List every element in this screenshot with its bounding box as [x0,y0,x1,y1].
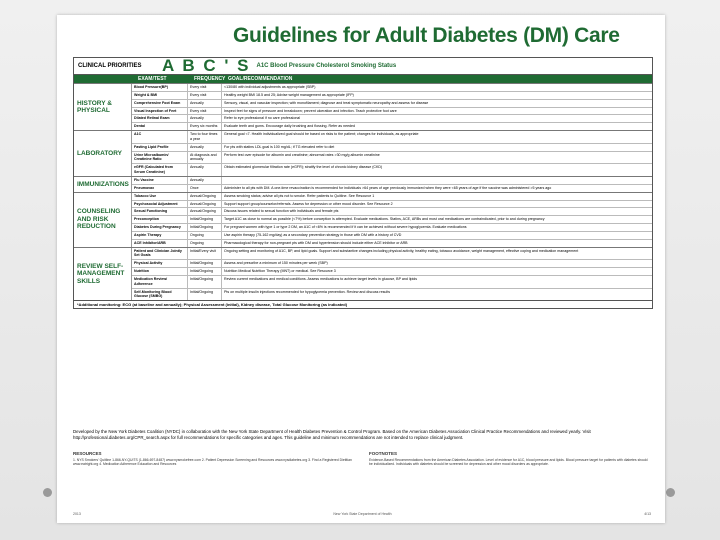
table-row [132,131,652,143]
table-row [132,184,652,192]
table-body [74,83,652,300]
abc-subtitle: A1C Blood Pressure Cholesterol Smoking Status [256,63,397,69]
header-frequency: FREQUENCY [194,76,226,82]
group-name: REVIEW SELF-MANAGEMENT SKILLS [74,248,132,301]
cell-goal: Healthy weight BMI 18.5 and 25; Advise weight management as appropriate (IFP) [224,92,354,97]
cell-freq: Ongoing [188,232,222,239]
cell-exam: Dilated Retinal Exam [132,115,188,122]
cell-freq: Annually [188,164,222,176]
cell-goal: Refer to eye professional if no care professional [224,116,301,121]
cell-goal: Pts on multiple insulin injections recommended for hypoglycemia prevention. Review and discuss results [224,289,390,294]
cell-goal: Support support group/counselor/referrals. Assess for depression or other mood disorder. See Resource 2 [224,201,393,206]
header-exam: EXAM/TEST [138,76,167,82]
footnotes-text: Evidence-Based Recommendations from the American Diabetes Association. Level of evidence for A1C, blood pressure and lipids. Blood pressure target for patients with diabetes should be individualized. Individuals with diabetes should be screened for depression and other mood disorders as appropriate. [369,457,648,466]
cell-freq: Annual/Ongoing [188,208,222,215]
table-row [132,84,652,91]
table-row [132,107,652,115]
cell-exam: Sexual Functioning [132,208,188,215]
cell-goal: <130/80 with individual adjustments as appropriate (SBP) [224,85,316,89]
group-name: IMMUNIZATIONS [74,177,132,192]
cell-exam: Dental [132,123,188,130]
cell-goal [222,177,652,184]
cell-exam: Comprehensive Foot Exam [132,100,188,107]
table-row [132,200,652,208]
table-row [132,223,652,231]
cell-freq: Every six months [188,123,222,130]
footer-center: New York State Department of Health [333,512,392,516]
table-header [74,75,652,83]
cell-freq: Initial/Ongoing [188,276,222,288]
cell-freq: At diagnosis and annually [188,152,222,164]
cell-goal: Administer to all pts with DM. A one-time revaccination is recommended for individuals >64 years of age previously immunized when they were <65 years of age if the vaccine was administered >5 years ago [224,185,552,190]
resources-section [73,451,651,466]
cell-freq: Every visit [188,92,222,99]
table-row [132,91,652,99]
cell-goal: Evaluate teeth and gums. Encourage daily brushing and flossing. Refer as needed [224,124,356,129]
table-group [74,192,652,247]
cell-freq: Two to four times a year [188,131,222,143]
cell-goal: Assess and prescribe a minimum of 150 minutes per week (SBP) [224,261,328,266]
resources-list: 1. NYS Smokers' Quitline 1-866-NY-QUITS (1-866-697-8487) www.nysmokefree.com 2. Patient Depression Screening and Resources www.nysdiabetes.org 3. Find a Registered Dietitian www.eatright.org 4. Medication Adherence Education and Resources [73,457,352,466]
cell-exam: eGFR (Calculated from Serum Creatinine) [132,164,188,176]
group-name: HISTORY & PHYSICAL [74,84,132,130]
table-row [132,259,652,267]
cell-exam: Blood Pressure(BP) [132,84,188,91]
cell-goal: Target A1C as close to normal as possible (<7%) before conception is attempted. Evaluate medications. Statins, ACE, ARBs and most oral medications are contraindicated, prior to and during pregnancy [224,217,545,222]
table-row [132,151,652,164]
table-row [132,122,652,130]
table-row [132,163,652,176]
cell-goal: Sensory, visual, and vascular inspection; with monofilament; diagnose and treat symptomatic neuropathy and assess for disease [224,100,429,105]
table-row [132,239,652,247]
cell-freq: Initial/Ongoing [188,289,222,301]
cell-exam: Patient and Clinician Jointly Set Goals [132,248,188,260]
cell-goal: Obtain estimated glomerular filtration rate (eGFR); stratify the level of chronic kidney disease (CKD) [224,165,383,170]
group-name: LABORATORY [74,131,132,176]
table-row [132,275,652,288]
cell-freq: Annually [188,100,222,107]
cell-goal: Assess smoking status; advise all pts not to smoke. Refer patients to Quitline. See Resource 1 [224,193,375,198]
table-row [132,207,652,215]
table-row [132,177,652,184]
header-goal: GOAL/RECOMMENDATION [228,76,293,82]
cell-freq: Once [188,185,222,192]
cell-freq: Initial/Every visit [188,248,222,260]
table-row [132,215,652,223]
cell-exam: Weight & BMI [132,92,188,99]
cell-freq: Annually [188,115,222,122]
table-row [132,248,652,260]
footer-left: 2013 [73,512,81,516]
cell-freq: Every visit [188,84,222,91]
cell-goal: Pharmacological therapy for non-pregnant pts with DM and hypertension should include either ACE inhibitor or ARB [224,240,408,245]
table-group [74,247,652,301]
cell-exam: Visual Inspection of Feet [132,108,188,115]
cell-exam: Physical Activity [132,260,188,267]
guideline-document [57,15,665,523]
cell-goal: For pts with statins LDL goal is 100 mg/dL; if TG elevated refer to diet [224,144,335,149]
table-row [132,193,652,200]
guideline-table [73,57,653,309]
slide-dot-right [666,488,675,497]
cell-freq: Initial/Ongoing [188,224,222,231]
cell-freq: Every visit [188,108,222,115]
group-name: COUNSELING AND RISK REDUCTION [74,193,132,247]
developed-by-text: Developed by the New York Diabetes Coalition (NYDC) in collaboration with the New York State Department of Health Diabetes Prevention & Control Program. Based on the American Diabetes Association Clinical Practice Recommendations and reviewed yearly. Visit http://professional.diabetes.org/CPR_search.aspx for full recommendations for specific categories and ages. This guideline and minimum recommendations are not intended to replace clinical judgment. [73,429,591,440]
cell-goal: Perform test over episode for albumin and creatinine; abnormal rates >30 mg/g albumin creatinine [224,152,380,157]
cell-freq: Annually [188,144,222,151]
cell-exam: Preconception [132,216,188,223]
cell-exam: Nutrition [132,268,188,275]
table-row [132,99,652,107]
table-row [132,143,652,151]
cell-exam: Aspirin Therapy [132,232,188,239]
cell-goal: Use aspirin therapy (75-162 mg/day) as a secondary prevention strategy in those with DM with a history of CVD [224,232,402,237]
document-footer [73,512,651,516]
abc-heading: A B C ' S [162,56,251,75]
cell-exam: Fasting Lipid Profile [132,144,188,151]
cell-goal: Ongoing setting and monitoring of A1C, BP, and lipid goals. Support and substantive changes including physical activity, healthy eating, tobacco avoidance, weight management, effective coping and medication management [224,248,579,253]
cell-goal: Inspect feet for signs of pressure and breakdown; prevent ulceration and infection. Teach protective foot care [224,108,397,113]
additional-monitoring: *Additional monitoring: ECG (at baseline and annually); Physical Assessment (initial), Kidney disease, Total Glucose Monitoring (as indicated) [74,300,652,308]
cell-exam: Flu Vaccine [132,177,188,184]
cell-freq: Ongoing [188,240,222,247]
cell-exam: Medication Review/ Adherence [132,276,188,288]
cell-exam: Diabetes During Pregnancy [132,224,188,231]
table-group [74,83,652,130]
cell-exam: A1C [132,131,188,143]
footer-right: 4/13 [644,512,651,516]
cell-exam: Psychosocial Adjustment [132,201,188,208]
cell-goal: Discuss issues related to sexual function with individuals and female pts [224,209,339,214]
table-group [74,176,652,192]
table-row [132,231,652,239]
cell-freq: Initial/Ongoing [188,260,222,267]
cell-freq: Initial/Ongoing [188,216,222,223]
clinical-priorities-label: CLINICAL PRIORITIES [78,63,142,69]
table-row [132,114,652,122]
cell-goal: For pregnant women with type 1 or type 2 DM, an A1C of <6% is recommended if it can be achieved without severe hypoglycemia. Evaluate medications [224,225,467,230]
cell-goal: Review current medications and medical conditions. Assess medications to achieve target levels in glucose, BP and lipids [224,276,418,281]
cell-goal: Nutrition Medical Nutrition Therapy (MNT) or medical. See Resource 3 [224,269,336,274]
cell-exam: Urine Microalbumin/ Creatinine Ratio [132,152,188,164]
table-row [132,267,652,275]
cell-exam: Tobacco Use [132,193,188,200]
cell-freq: Annual/Ongoing [188,201,222,208]
cell-goal: General goal <7. Health individualized goal should be based on risks to the patient; changes for individuals, as appropriate [224,132,419,137]
table-group [74,130,652,176]
cell-exam: Self-Monitoring Blood Glucose (SMBG) [132,289,188,301]
footnotes-title: FOOTNOTES [369,451,397,456]
cell-exam: ACE Inhibitor/ARB [132,240,188,247]
document-title: Guidelines for Adult Diabetes (DM) Care [233,24,620,47]
cell-exam: Pneumovax [132,185,188,192]
cell-freq: Annual/Ongoing [188,193,222,200]
resources-title: RESOURCES [73,451,102,456]
cell-freq: Annually [188,177,222,184]
cell-freq: Initial/Ongoing [188,268,222,275]
clinical-priorities-bar [74,58,652,75]
slide-dot-left [43,488,52,497]
table-row [132,288,652,301]
